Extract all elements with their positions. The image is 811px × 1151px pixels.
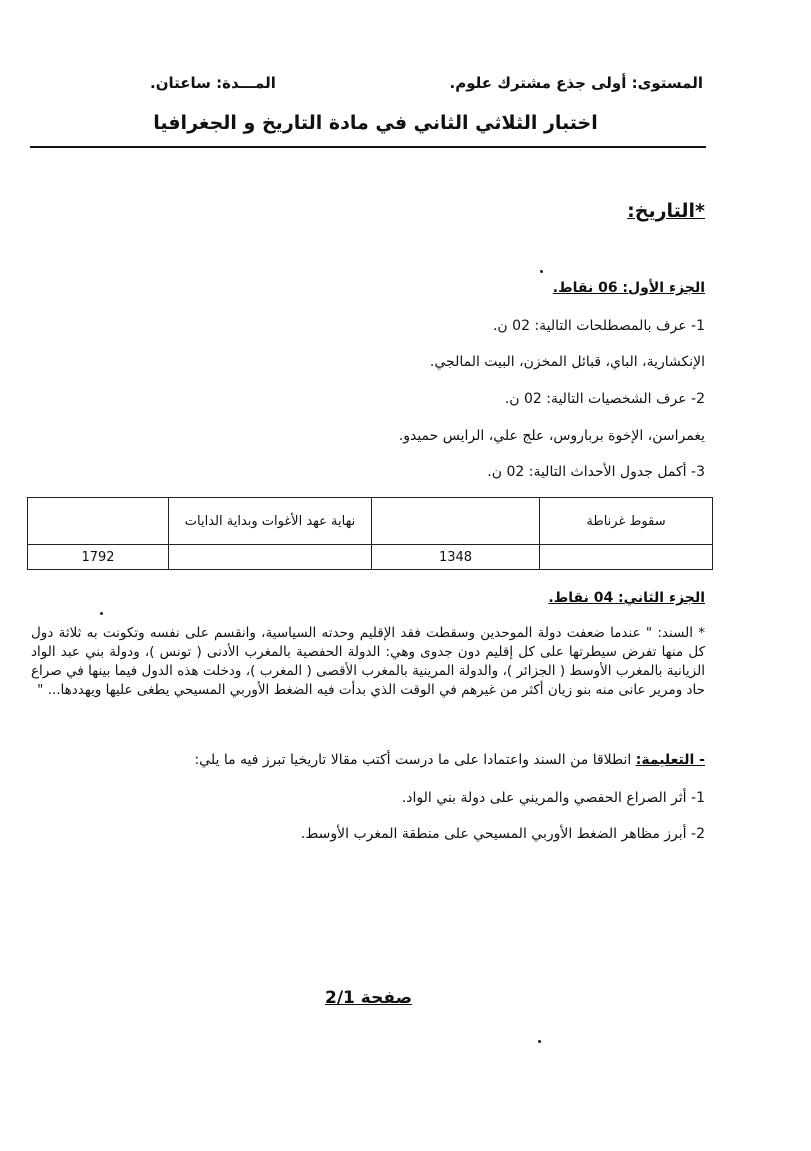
- question-3: 3- أكمل جدول الأحداث التالية: 02 ن.: [487, 464, 705, 480]
- table-cell: 1348: [372, 545, 540, 570]
- table-cell: 1792: [28, 545, 169, 570]
- essay-point-2: 2- أبرز مظاهر الضغط الأوربي المسيحي على منطقة المغرب الأوسط.: [300, 826, 705, 842]
- speck: [100, 612, 103, 615]
- table-cell: [540, 545, 713, 570]
- essay-point-1: 1- أثر الصراع الحفصي والمريني على دولة بني الواد.: [401, 790, 705, 806]
- table-cell: [372, 498, 540, 545]
- source-text: * السند: " عندما ضعفت دولة الموحدين وسقطت فقد الإقليم وحدته السياسية، وانقسم على نفسه وتكونت به ثلاثة دول كل منها تفرض سيطرتها على كل إقليم دون جدوى وهي: الدولة الحفصية بالمغرب الأدنى ( تونس )، ودولة بني عبد الواد الزيانية بالمغرب الأوسط ( الجزائر )، والدولة المرينية بالمغرب الأقصى ( المغرب )، ودخلت هذه الدول فيما بينها في صراع حاد ومرير عانى منه بنو زيان أكثر من غيرهم في الوقت الذي بدأت فيه الضغط الأوربي المسيحي يطغى عليها ويهددها... ": [31, 625, 705, 698]
- speck: [538, 1040, 541, 1043]
- exam-title: اختبار الثلاثي الثاني في مادة التاريخ و الجغرافيا: [153, 112, 598, 134]
- duration-label: المـــدة: ساعتان.: [150, 74, 276, 92]
- instruction-label: - التعليمة:: [635, 752, 705, 768]
- page-number: صفحة 2/1: [325, 988, 413, 1008]
- part1-heading: الجزء الأول: 06 نقاط.: [552, 280, 705, 296]
- history-heading: *التاريخ:: [627, 200, 705, 222]
- table-cell: سقوط غرناطة: [540, 498, 713, 545]
- question-1-terms: الإنكشارية، الباي، قبائل المخزن، البيت المالجي.: [429, 354, 705, 370]
- question-1: 1- عرف بالمصطلحات التالية: 02 ن.: [492, 318, 705, 334]
- events-table: [27, 497, 713, 570]
- question-2-people: يغمراسن، الإخوة برباروس، علج علي، الرايس حميدو.: [398, 428, 705, 444]
- table-cell: [169, 545, 372, 570]
- table-cell: [28, 498, 169, 545]
- level-label: المستوى: أولى جذع مشترك علوم.: [449, 74, 703, 92]
- table-cell: نهاية عهد الأغوات وبداية الدايات: [169, 498, 372, 545]
- part2-heading: الجزء الثاني: 04 نقاط.: [548, 590, 705, 606]
- instruction: [194, 752, 705, 768]
- instruction-text: انطلاقا من السند واعتمادا على ما درست أكتب مقالا تاريخيا تبرز فيه ما يلي:: [194, 752, 636, 768]
- question-2: 2- عرف الشخصيات التالية: 02 ن.: [504, 391, 705, 407]
- speck: [540, 270, 543, 273]
- title-divider: [30, 146, 706, 148]
